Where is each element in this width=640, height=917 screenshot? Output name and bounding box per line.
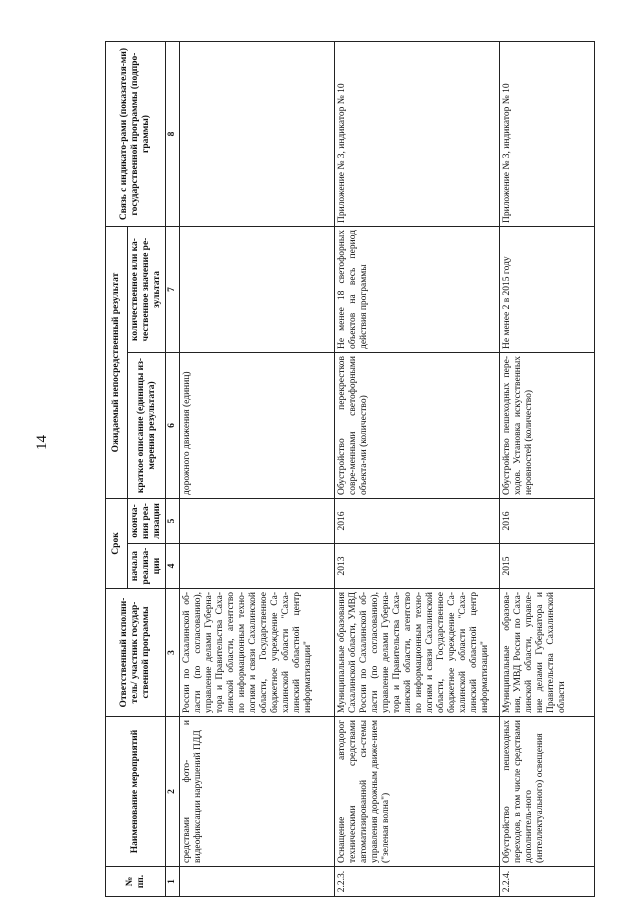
- cell-result-desc: Обустройство пешеходных пере-ходов. Установка искусственных неровностей (количество): [500, 353, 595, 499]
- cell-result-value: Не менее 2 в 2015 году: [500, 227, 595, 353]
- cell-link: [180, 42, 335, 227]
- cell-responsible: России по Сахалинской об-ласти (по согласованию), управление делами Губерна-тора и Правительства Саха-линской области, агентство по информационным техно-логиям и связи Сахалинской области, Государственное бюджетное учреждение Са-халинской области "Саха-линский областной центр информатизации": [180, 589, 335, 717]
- table-row: [500, 42, 595, 897]
- rotated-table-container: [105, 42, 568, 897]
- header-period: Срок: [106, 499, 128, 589]
- column-number: 4: [166, 544, 180, 589]
- cell-responsible: Муниципальные образова-ния, УМВД России по Саха-линской области, управле-ние делами Губернатора и Правительства Сахалинской области: [500, 589, 595, 717]
- cell-end: 2016: [500, 499, 595, 544]
- cell-result-value: [180, 227, 335, 353]
- header-link: Связь с индикато-рами (показателя-ми) государственной программы (подпро-граммы): [106, 42, 166, 227]
- cell-link: Приложение № 3, индикатор № 10: [335, 42, 500, 227]
- cell-start: 2015: [500, 544, 595, 589]
- header-name: Наименование мероприятий: [106, 717, 166, 867]
- header-responsible: Ответственный исполни-тель/ участник государ-ственной программы: [106, 589, 166, 717]
- header-num: № пп.: [106, 867, 166, 897]
- column-number: 6: [166, 353, 180, 499]
- table-row: [335, 42, 500, 897]
- cell-result-value: Не менее 18 светофорных объектов на весь период действия программы: [335, 227, 500, 353]
- cell-result-desc: дорожного движения (единиц): [180, 353, 335, 499]
- cell-end: [180, 499, 335, 544]
- cell-responsible: Муниципальные образования Сахалинской области, УМВД России по Сахалинской об-ласти (по согласованию), управление делами Губерна-тора и Правительства Саха-линской области, агентство по информационным техно-логиям и связи Сахалинской области, Государственное бюджетное учреждение Са-халинской области "Саха-линский областной центр информатизации": [335, 589, 500, 717]
- cell-name: Оснащение автодорог техническими средствами автоматизированной си-стемы управления дорожным движе-нием ("зеленая волна"): [335, 717, 500, 867]
- header-period-end: оконча-ния реа-лизации: [128, 499, 166, 544]
- column-numbers-row: [166, 42, 180, 897]
- cell-num: 2.2.3.: [335, 867, 500, 897]
- program-activities-table: [105, 41, 595, 897]
- cell-start: 2013: [335, 544, 500, 589]
- column-number: 3: [166, 589, 180, 717]
- header-row-1: [106, 42, 128, 897]
- header-result-desc: краткое описание (единицы из-мерения результата): [128, 353, 166, 499]
- cell-num: 2.2.4.: [500, 867, 595, 897]
- column-number: 7: [166, 227, 180, 353]
- header-result-value: количественное или ка-чественное значение ре-зультата: [128, 227, 166, 353]
- page-number: 14: [34, 435, 50, 450]
- column-number: 8: [166, 42, 180, 227]
- cell-name: средствами фото- и видеофиксации нарушений ПДД: [180, 717, 335, 867]
- cell-name: Обустройство пешеходных переходов, в том числе средствами дополнитель-ного (интеллектуального) освещения: [500, 717, 595, 867]
- cell-link: Приложение № 3, индикатор № 10: [500, 42, 595, 227]
- cell-start: [180, 544, 335, 589]
- column-number: 5: [166, 499, 180, 544]
- column-number: 1: [166, 867, 180, 897]
- table-row: [180, 42, 335, 897]
- cell-num: [180, 867, 335, 897]
- header-period-start: начала реализа-ции: [128, 544, 166, 589]
- cell-result-desc: Обустройство перекрестков совре-менными светофорными объекта-ми (количество): [335, 353, 500, 499]
- header-result: Ожидаемый непосредственный результат: [106, 227, 128, 499]
- cell-end: 2016: [335, 499, 500, 544]
- column-number: 2: [166, 717, 180, 867]
